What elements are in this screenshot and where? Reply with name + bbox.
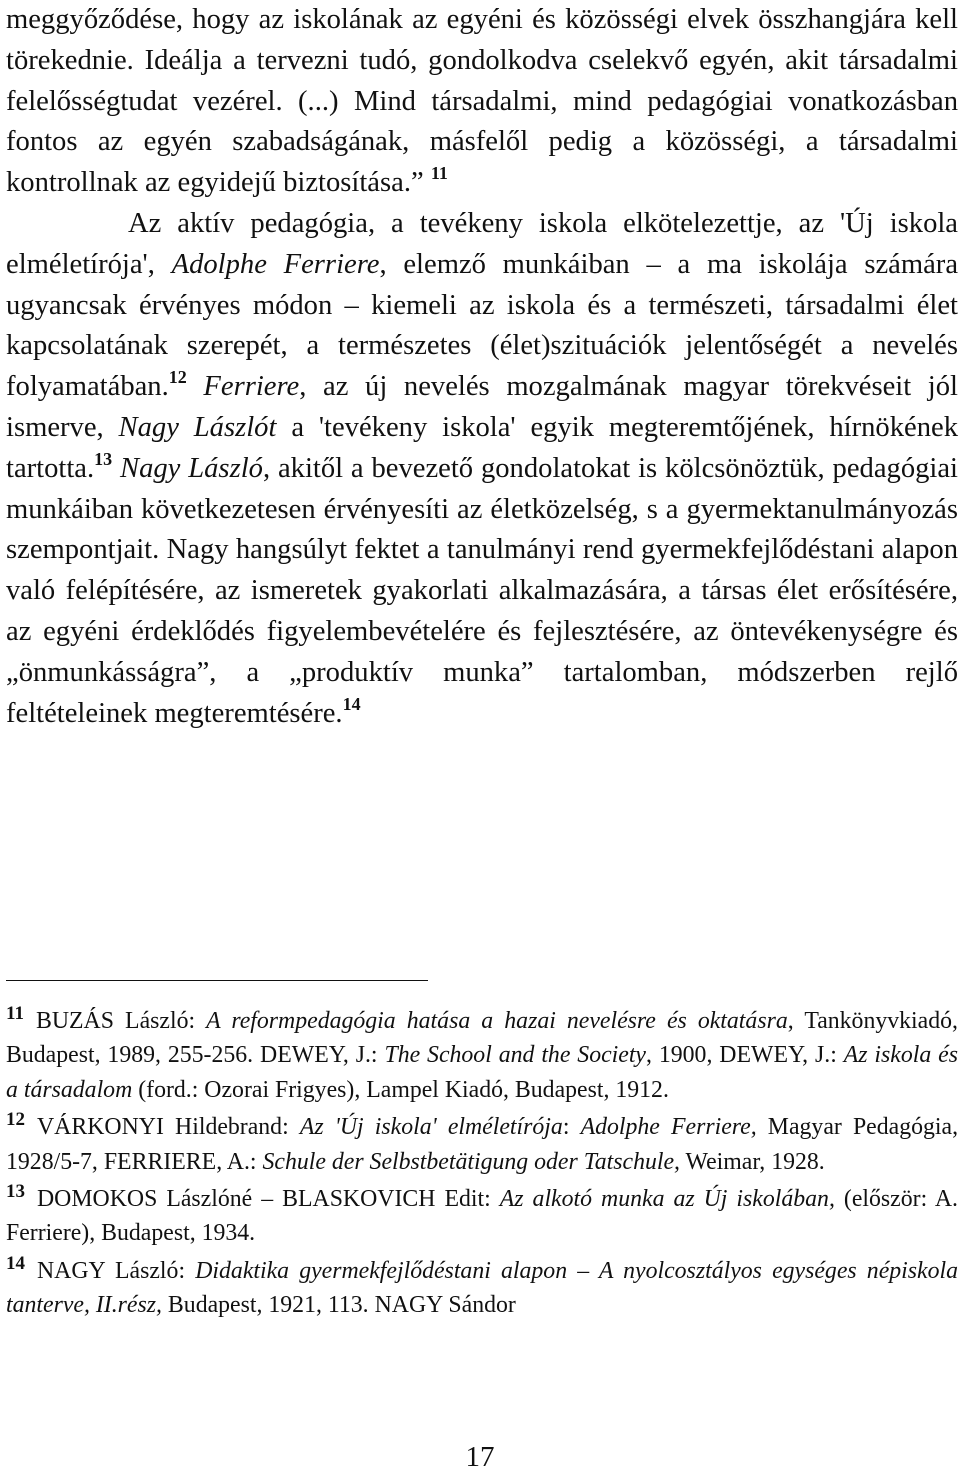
paragraph-2-text-b: , elemző munkáiban – a ma iskolája számára ugyancsak érvényes módon – kiemeli az iskola és a természeti, társadalmi élet kapcsolatának szerepét, a természetes (élet)szituációk jelentőségét a nevelés folyamatában.	[6, 248, 959, 403]
footnote-title: Az iskola és a társadalom	[6, 1042, 958, 1103]
footnote-number: 12	[6, 1109, 25, 1131]
footnote-number: 14	[6, 1252, 25, 1274]
footnote-text: BUZÁS László:	[35, 1008, 207, 1034]
footnote-text: Weimar, 1928.	[680, 1148, 825, 1175]
paragraph-2-text-a: Az aktív pedagógia, a tevékeny iskola elkötelezettje, az 'Új iskola elméletírója',	[6, 207, 958, 280]
footnote-13	[6, 1182, 958, 1251]
footnote-text: Budapest, 1921, 113. NAGY Sándor	[161, 1292, 516, 1319]
footnote-ref-12: 12	[168, 367, 187, 388]
footnote-number: 11	[6, 1003, 24, 1024]
name-ferriere: Ferriere	[203, 371, 300, 403]
footnote-title: Az 'Új iskola' elméletírója	[299, 1114, 563, 1141]
footnote-text: VÁRKONYI Hildebrand:	[37, 1114, 300, 1141]
footnote-text: :	[562, 1114, 581, 1141]
paragraph-2-text-c: , az új nevelés mozgalmának magyar törekvéseit jól ismerve,	[6, 371, 958, 443]
footnote-text: (ford.: Ozorai Frigyes), Lampel Kiadó, Budapest, 1912.	[132, 1076, 669, 1103]
footnote-title: Adolphe Ferriere,	[580, 1114, 757, 1141]
footnote-title: A reformpedagógia hatása a hazai nevelésre és oktatásra	[206, 1008, 788, 1034]
footnote-text: DOMOKOS Lászlóné – BLASKOVICH Edit:	[37, 1186, 500, 1213]
page-number: 17	[465, 1441, 495, 1473]
footnotes	[6, 1004, 958, 1326]
footnote-12	[6, 1110, 958, 1179]
footnote-14	[6, 1254, 958, 1323]
name-nagy-laszlot: Nagy Lászlót	[118, 411, 277, 443]
footnote-text: Magyar Pedagógia, 1928/5-7, FERRIERE, A.:	[6, 1114, 959, 1175]
footnote-text: NAGY László:	[37, 1257, 196, 1284]
name-adolphe-ferriere: Adolphe Ferriere	[171, 248, 380, 280]
footnote-text: (először: A. Ferriere), Budapest, 1934.	[6, 1186, 958, 1247]
footnote-separator	[6, 980, 428, 981]
footnote-number: 13	[6, 1181, 25, 1203]
paragraph-1-text: meggyőződése, hogy az iskolának az egyéni és közösségi elvek összhangjára kell törekednie. Ideálja a tervezni tudó, gondolkodva cselekvő egyén, akit társadalmi felelősségtudat vezérel. (...) Mind társadalmi, mind pedagógiai vonatkozásban fontos az egyén szabadságának, másfelől pedig a közösségi, a társadalmi kontrollnak az egyidejű biztosítása.”	[6, 4, 958, 199]
name-nagy-laszlo: Nagy László	[120, 452, 263, 484]
footnote-ref-13: 13	[94, 448, 113, 469]
footnote-ref-11: 11	[430, 163, 448, 184]
footnote-text: , Tankönyvkiadó, Budapest, 1989, 255-256. DEWEY, J.:	[6, 1008, 958, 1069]
footnote-ref-14: 14	[342, 693, 361, 714]
paragraph-2	[6, 204, 958, 734]
paragraph-2-text-e: , akitől a bevezető gondolatokat is kölcsönöztük, pedagógiai munkáiban következetesen érvényesíti az életközelség, s a gyermektanulmányozás szempontjait. Nagy hangsúlyt fektet a tanulmányi rend gyermekfejlődéstani alapon való felépítésére, az ismeretek gyakorlati alkalmazására, a társas élet erősítésére, az egyéni érdeklődés figyelembevételére és fejlesztésére, az öntevékenységre és „önmunkásságra”, a „produktív munka” tartalomban, módszerben rejlő feltételeinek megteremtésére.	[6, 452, 958, 729]
footnote-text: , 1900, DEWEY, J.:	[646, 1042, 844, 1069]
footnote-title: Az alkotó munka az Új iskolában,	[499, 1186, 835, 1213]
document-page	[6, 0, 958, 734]
footnote-title: Didaktika gyermekfejlődéstani alapon – A nyolcosztályos egységes népiskola tanterve, II.rész,	[6, 1257, 958, 1319]
footnote-11	[6, 1004, 958, 1107]
paragraph-2-text-d: a 'tevékeny iskola' egyik megteremtőjének, hírnökének tartotta.	[6, 411, 958, 484]
body-text	[6, 0, 958, 734]
footnote-title: The School and the Society	[384, 1042, 646, 1069]
paragraph-1	[6, 0, 958, 204]
footnote-title: Schule der Selbstbetätigung oder Tatschule,	[262, 1148, 681, 1175]
